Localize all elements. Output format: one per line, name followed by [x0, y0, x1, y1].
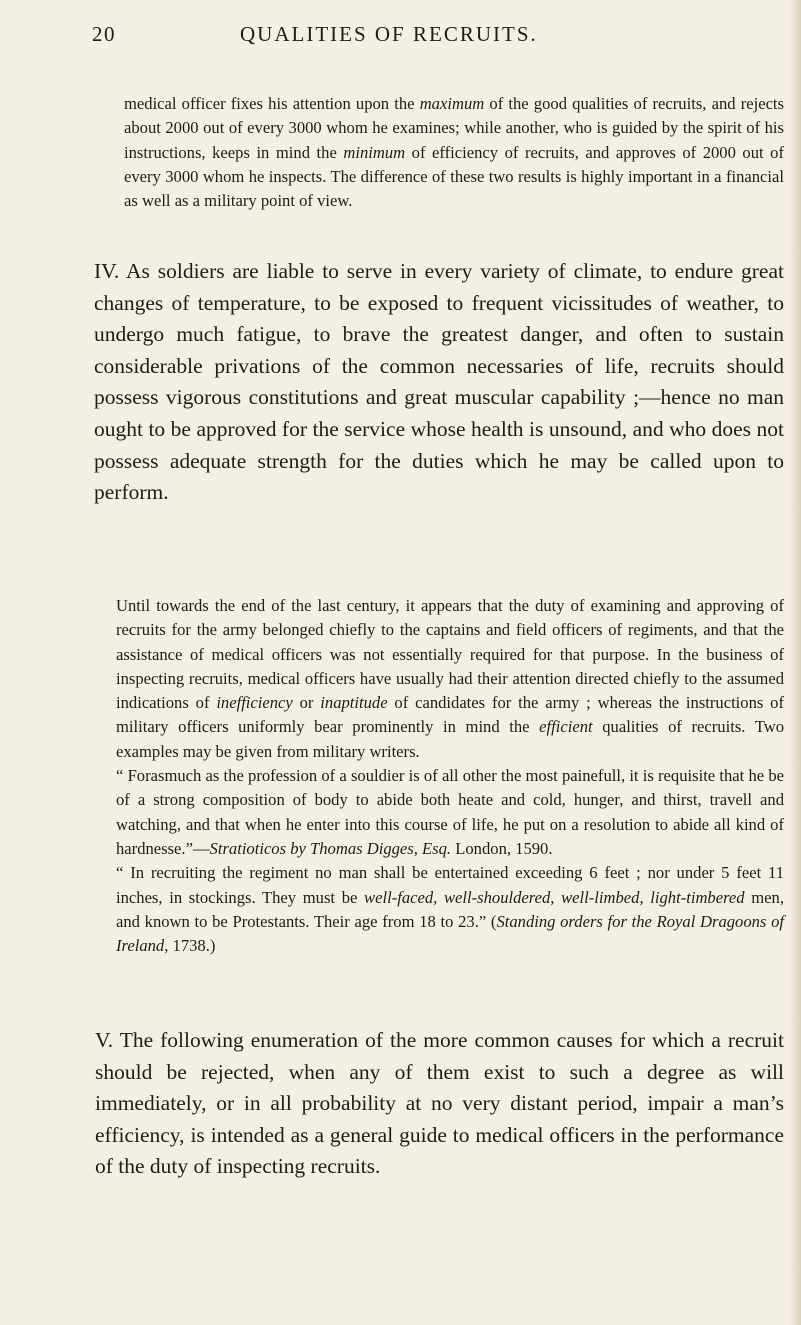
emphasis: well-faced, well-shouldered, well-limbed, light-timbered [364, 887, 745, 907]
emphasis: Stratioticos by Thomas Digges, Esq. [209, 838, 452, 858]
paragraph-officer-comparison [124, 92, 784, 213]
text-span: Until towards the end of the last century, it appears that the duty of examining and approving of recruits for the army belonged chiefly to the captains and field officers of regiments, and that the assistance of medical officers was not essentially required for that purpose. In the business of inspecting recruits, medical officers have usually had their attention directed chiefly to the assumed indications of [116, 596, 784, 713]
paragraph-section-iv [94, 256, 784, 509]
text-span: or [292, 693, 321, 713]
text-span: of candidates for the army ; whereas the instructions of military officers uniformly bear prominently in mind the [116, 693, 784, 737]
running-title: QUALITIES OF RECRUITS. [240, 22, 538, 46]
section-iv-text: IV. As soldiers are liable to serve in every variety of climate, to endure great changes of temperature, to be exposed to frequent vicissitudes of weather, to undergo much fatigue, to brave the greatest danger, and often to sustain considerable privations of the common necessaries of life, recruits should possess vigorous constitutions and great muscular capability ;—hence no man ought to be approved for the service whose health is unsound, and who does not possess adequate strength for the duties which he may be called upon to perform. [94, 259, 784, 505]
emphasis: maximum [419, 94, 485, 113]
quote-digges [116, 764, 784, 861]
page-edge [791, 0, 801, 1325]
text-span: medical officer fixes his attention upon the [124, 94, 420, 113]
quote-royal-dragoons [116, 861, 784, 958]
emphasis: inaptitude [320, 693, 388, 713]
text-span: men, and known to be Protestants. Their age from 18 to 23.” ( [116, 887, 784, 931]
text-span: qualities of recruits. Two examples may be given from military writers. [116, 717, 784, 761]
emphasis: minimum [343, 142, 406, 162]
paragraph-history [116, 594, 784, 764]
paragraph-section-v [95, 1025, 784, 1183]
text-span: London, 1590. [451, 838, 553, 858]
section-v-text: V. The following enumeration of the more common causes for which a recruit should be rejected, when any of them exist to such a degree as will immediately, or in all probability at no very distant period, impair a man’s efficiency, is intended as a general guide to medical officers in the performance of the duty of inspecting recruits. [95, 1028, 784, 1179]
page-number: 20 [92, 22, 116, 46]
text-span: “ Forasmuch as the profession of a souldier is of all other the most painefull, it is requisite that he be of a strong composition of body to abide both heate and cold, hunger, and thirst, travell and watching, and that when he enter into this course of life, he put on a resolution to abide all kind of hardnesse.”— [116, 766, 784, 858]
emphasis: efficient [539, 717, 593, 737]
text-span: of the good qualities of recruits, and rejects about 2000 out of every 3000 whom he examines; while another, who is guided by the spirit of his instructions, keeps in mind the [124, 94, 784, 162]
emphasis: inefficiency [216, 693, 293, 713]
text-span: “ In recruiting the regiment no man shall be entertained exceeding 6 feet ; nor under 5 feet 11 inches, in stockings. They must be [116, 863, 784, 907]
paragraph-history-block [116, 594, 784, 958]
emphasis: Standing orders for the Royal Dragoons of Ireland, [116, 911, 784, 956]
text-span: of efficiency of recruits, and approves of 2000 out of every 3000 whom he inspects. The difference of these two results is highly important in a financial as well as a military point of view. [124, 142, 784, 211]
text-span: 1738.) [168, 936, 216, 956]
